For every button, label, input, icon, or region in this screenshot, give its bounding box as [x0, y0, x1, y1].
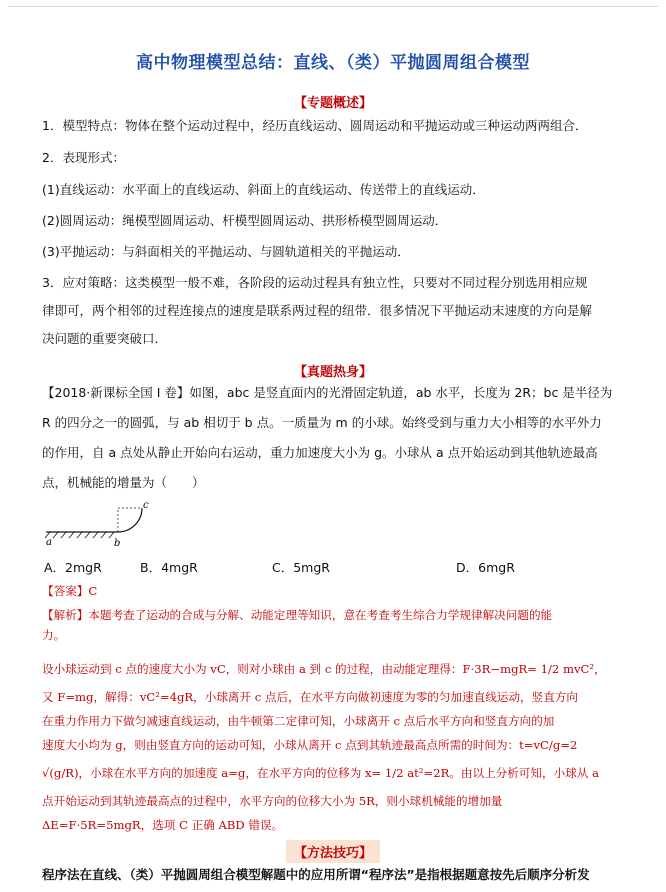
- choice-a: A．2mgR: [44, 560, 102, 575]
- analysis-line-4: 又 F=mg，解得：vC²=4gR，小球离开 c 点后，在水平方向做初速度为零的匀加速直线运动，竖直方向: [42, 690, 579, 704]
- overview-line-4: (2)圆周运动：绳模型圆周运动、杆模型圆周运动、拱形桥模型圆周运动．: [42, 213, 448, 228]
- analysis-line-6: 速度大小均为 g，则由竖直方向的运动可知，小球从离开 c 点到其轨迹最高点所需的时间为：t=vC/g=2: [42, 738, 578, 752]
- analysis-line-2: 力。: [42, 628, 66, 642]
- section-label: 【真题热身】: [293, 365, 372, 380]
- track-diagram: [42, 500, 152, 548]
- label-c: c: [143, 500, 149, 511]
- overview-line-3: (1)直线运动：水平面上的直线运动、斜面上的直线运动、传送带上的直线运动．: [42, 182, 485, 197]
- choice-d: D．6mgR: [456, 560, 515, 575]
- problem-line-4: 点，机械能的增量为（ ）: [42, 475, 205, 490]
- overview-line-5: (3)平抛运动：与斜面相关的平抛运动、与圆轨道相关的平抛运动．: [42, 244, 410, 259]
- choice-b: B．4mgR: [140, 560, 198, 575]
- choice-c: C．5mgR: [272, 560, 330, 575]
- analysis-line-3: 设小球运动到 c 点的速度大小为 vC，则对小球由 a 到 c 的过程，由动能定理得：F·3R−mgR= 1/2 mvC²，: [42, 662, 606, 676]
- analysis-line-9: ΔE=F·5R=5mgR，选项 C 正确 ABD 错误。: [42, 818, 284, 832]
- section-heading-hot: [0, 359, 666, 382]
- page-title: 高中物理模型总结：直线、（类）平抛圆周组合模型: [136, 53, 530, 73]
- problem-line-3: 的作用，自 a 点处从静止开始向右运动，重力加速度大小为 g。小球从 a 点开始运动到其他轨迹最高: [42, 445, 598, 460]
- analysis-line-8: 点开始运动到其轨迹最高点的过程中，水平方向的位移大小为 5R，则小球机械能的增加量: [42, 794, 503, 808]
- overview-line-6: 3．应对策略：这类模型一般不难，各阶段的运动过程具有独立性，只要对不同过程分别选用相应规: [42, 275, 588, 290]
- analysis-line-7: √(g/R)，小球在水平方向的加速度 a=g，在水平方向的位移为 x= 1/2 at²=2R。由以上分析可知，小球从 a: [42, 766, 600, 780]
- analysis-line-5: 在重力作用力下做匀减速直线运动，由牛顿第二定律可知，小球离开 c 点后水平方向和竖直方向的加: [42, 714, 555, 728]
- section-label: 【专题概述】: [293, 96, 372, 111]
- overview-line-8: 决问题的重要突破口．: [42, 331, 168, 346]
- overview-line-2: 2．表现形式：: [42, 150, 125, 165]
- page-border: [8, 6, 658, 7]
- answer-line: 【答案】C: [42, 584, 98, 598]
- section-label: 【方法技巧】: [286, 840, 380, 863]
- label-a: a: [46, 537, 52, 548]
- problem-line-1: 【2018·新课标全国 I 卷】如图，abc 是竖直面内的光滑固定轨道，ab 水平，长度为 2R；bc 是半径为: [42, 385, 613, 400]
- overview-line-7: 律即可，两个相邻的过程连接点的速度是联系两过程的纽带．很多情况下平抛运动末速度的方向是解: [42, 303, 593, 318]
- problem-line-2: R 的四分之一的圆弧，与 ab 相切于 b 点。一质量为 m 的小球。始终受到与重力大小相等的水平外力: [42, 415, 602, 430]
- analysis-line-1: 【解析】本题考查了运动的合成与分解、动能定理等知识，意在考查考生综合力学规律解决问题的能: [42, 608, 553, 622]
- section-heading-overview: [0, 90, 666, 113]
- section-heading-method: [0, 840, 666, 863]
- overview-line-1: 1．模型特点：物体在整个运动过程中，经历直线运动、圆周运动和平抛运动或三种运动两两组合．: [42, 118, 588, 133]
- method-line-1: 程序法在直线、（类）平抛圆周组合模型解题中的应用所谓“程序法”是指根据题意按先后顺序分析发: [42, 867, 590, 882]
- label-b: b: [114, 538, 121, 548]
